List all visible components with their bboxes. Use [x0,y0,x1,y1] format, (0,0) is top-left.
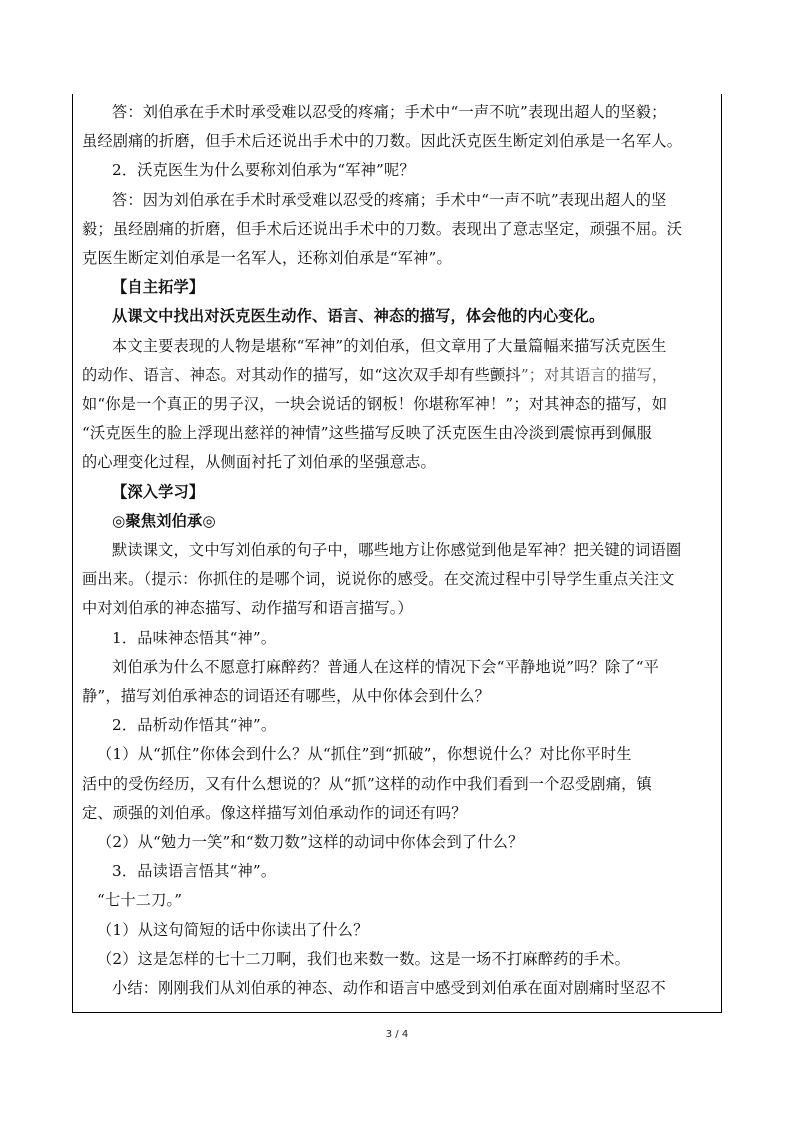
text-line [82,828,718,857]
text-line [82,244,718,273]
text-line-content: 虽经剧痛的折磨，但手术后还说出手术中的刀数。因此沃克医生断定刘伯承是一名军人。 [82,132,683,151]
text-line-content: （1）从这句简短的话中你读出了什么？ [97,920,369,939]
text-line [82,536,718,565]
text-line-content: 默读课文，文中写刘伯承的句子中，哪些地方让你感觉到他是军神？把关键的词语圈 [112,541,682,560]
text-line [82,390,718,419]
text-line [82,448,718,477]
text-line [82,594,718,623]
text-line-content: 小结：刚刚我们从刘伯承的神态、动作和语言中感受到刘伯承在面对剧痛时坚忍不 [112,979,666,998]
text-line-content: 中对刘伯承的神态描写、动作描写和语言描写。） [82,599,413,618]
text-line-content: 3．品读语言悟其“神”。 [112,862,277,881]
text-line-content: ◎聚焦刘伯承◎ [112,511,216,530]
text-line-content: 答：刘伯承在手术时承受难以忍受的疼痛；手术中“一声不吭”表现出超人的坚毅； [112,103,667,121]
text-line-content: 画出来。（提示：你抓住的是哪个词，说说你的感受。在交流过程中引导学生重点关注文 [82,570,675,589]
text-line [82,419,718,448]
text-line-content: 活中的受伤经历，又有什么想说的？从“抓”这样的动作中我们看到一个忍受剧痛，镇 [82,774,652,793]
text-line [82,127,718,156]
text-line-content: 刘伯承为什么不愿意打麻醉药？普通人在这样的情况下会“平静地说”吗？除了“平 [112,657,660,676]
page-number: 3 / 4 [385,1029,409,1040]
text-line-content: 静”，描写刘伯承神态的词语还有哪些，从中你体会到什么？ [82,687,491,706]
text-line [82,945,718,974]
text-line-content: 【深入学习】 [112,482,205,501]
document-body [82,98,718,1003]
text-line [82,507,718,536]
text-line [82,799,718,828]
text-line-extra: ”；对其语言的描写， [520,365,668,384]
text-line-content: 毅；虽经剧痛的折磨，但手术后还说出手术中的刀数。表现出了意志坚定，顽强不屈。沃 [82,219,683,238]
text-line-content: “七十二刀。” [97,891,183,910]
text-line [82,186,718,215]
text-line [82,478,718,507]
text-line [82,974,718,1003]
text-line [82,565,718,594]
text-line-content: 如“你是一个真正的男子汉，一块会说话的钢板！你堪称军神！”；对其神态的描写，如 [82,395,668,414]
text-line-content: 2．沃克医生为什么要称刘伯承为“军神”呢？ [112,161,415,180]
text-line [82,332,718,361]
text-line-content: （2）这是怎样的七十二刀啊，我们也来数一数。这是一场不打麻醉药的手术。 [97,949,631,968]
text-line [82,302,718,331]
text-line-content: 从课文中找出对沃克医生动作、语言、神态的描写，体会他的内心变化。 [112,307,605,326]
text-line [82,682,718,711]
text-line [82,273,718,302]
text-line [82,156,718,185]
text-line-content: （1）从“抓住”你体会到什么？从“抓住”到“抓破”，你想说什么？对比你平时生 [97,745,632,764]
text-line [82,653,718,682]
text-line [82,624,718,653]
text-line-content: 的动作、语言、神态。对其动作的描写，如“这次双手却有些颤抖 [82,365,521,384]
text-line-content: 2．品析动作悟其“神”。 [112,716,277,735]
text-line-content: 答：因为刘伯承在手术时承受难以忍受的疼痛；手术中“一声不吭”表现出超人的坚 [112,190,667,209]
text-line [82,215,718,244]
text-line-content: 定、顽强的刘伯承。像这样描写刘伯承动作的词还有吗？ [82,803,467,822]
text-line [82,98,718,127]
text-line-content: 克医生断定刘伯承是一名军人，还称刘伯承是“军神”。 [82,249,452,268]
text-line-content: “沃克医生的脸上浮现出慈祥的神情”这些描写反映了沃克医生由冷淡到震惊再到佩服 [82,424,652,443]
text-line-content: 【自主拓学】 [112,278,205,297]
text-line-content: 本文主要表现的人物是堪称“军神”的刘伯承，但文章用了大量篇幅来描写沃克医生 [112,336,667,355]
text-line-content: （2）从“勉力一笑”和“数刀数”这样的动词中你体会到了什么？ [97,833,524,852]
text-line [82,886,718,915]
text-line [82,711,718,740]
text-line-content: 1．品味神态悟其“神”。 [112,628,277,647]
text-line [82,857,718,886]
text-line [82,361,718,390]
text-line [82,770,718,799]
text-line [82,740,718,769]
text-line-content: 的心理变化过程，从侧面衬托了刘伯承的坚强意志。 [82,453,436,472]
text-line [82,916,718,945]
